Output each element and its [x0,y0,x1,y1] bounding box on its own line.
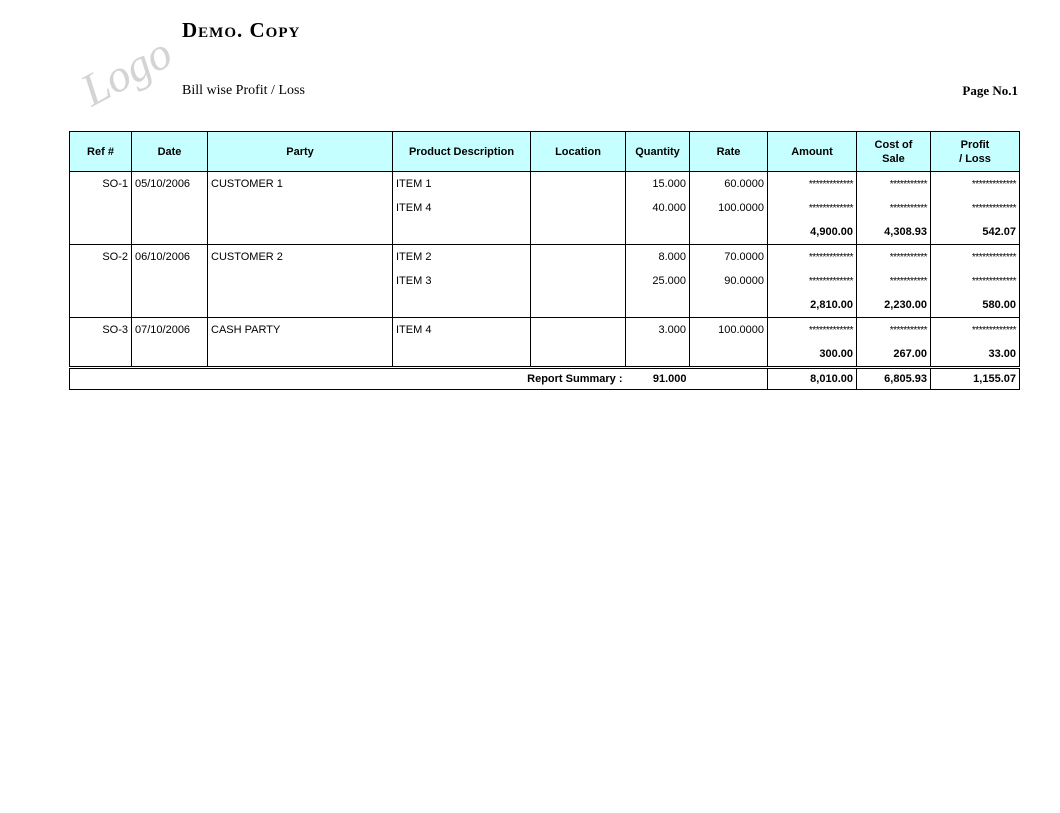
summary-rate-blank [690,369,768,390]
amount-cell: ************* [768,245,857,270]
table-row [70,172,1020,197]
profit-cell: ************* [931,172,1020,197]
rate-cell [690,220,768,245]
product-cell: ITEM 4 [393,318,531,343]
company-name: Demo. Copy [182,18,301,42]
table-row [70,318,1020,343]
profit-cell: ************* [931,245,1020,270]
column-header-party: Party [208,132,393,172]
date-cell: 05/10/2006 [132,172,208,197]
summary-cost: 6,805.93 [857,369,931,390]
quantity-cell: 8.000 [626,245,690,270]
product-cell: ITEM 4 [393,196,531,220]
column-header-date: Date [132,132,208,172]
party-cell: CASH PARTY [208,318,393,343]
amount-total-cell: 4,900.00 [768,220,857,245]
logo-watermark-text: Logo [72,26,180,116]
summary-amount: 8,010.00 [768,369,857,390]
cost-total-cell: 2,230.00 [857,293,931,318]
rate-cell: 90.0000 [690,269,768,293]
location-cell [531,269,626,293]
cost-cell: *********** [857,172,931,197]
bill-total-row [70,342,1020,367]
cost-total-cell: 267.00 [857,342,931,367]
date-cell [132,196,208,220]
profit-header-line2: / Loss [959,152,991,165]
cost-total-cell: 4,308.93 [857,220,931,245]
party-cell [208,269,393,293]
quantity-cell: 40.000 [626,196,690,220]
column-header-cost-of-sale [857,132,931,172]
profit-loss-table [69,131,1020,367]
party-cell [208,220,393,245]
location-cell [531,245,626,270]
quantity-cell [626,293,690,318]
product-cell: ITEM 1 [393,172,531,197]
date-cell [132,269,208,293]
quantity-cell [626,220,690,245]
rate-cell [690,342,768,367]
date-cell: 07/10/2006 [132,318,208,343]
table-row [70,245,1020,270]
location-cell [531,342,626,367]
ref-cell [70,342,132,367]
rate-cell: 70.0000 [690,245,768,270]
location-cell [531,196,626,220]
product-cell [393,342,531,367]
date-cell: 06/10/2006 [132,245,208,270]
cost-cell: *********** [857,318,931,343]
summary-profit: 1,155.07 [931,369,1020,390]
amount-cell: ************* [768,196,857,220]
report-summary-row [69,368,1020,390]
party-cell [208,196,393,220]
cost-cell: *********** [857,269,931,293]
cost-cell: *********** [857,196,931,220]
column-header-profit-loss [931,132,1020,172]
amount-cell: ************* [768,172,857,197]
rate-cell: 100.0000 [690,196,768,220]
ref-cell: SO-3 [70,318,132,343]
profit-cell: ************* [931,269,1020,293]
product-cell [393,293,531,318]
amount-cell: ************* [768,269,857,293]
report-title: Bill wise Profit / Loss [182,83,305,98]
product-cell: ITEM 2 [393,245,531,270]
ref-cell [70,269,132,293]
location-cell [531,293,626,318]
table-row [70,196,1020,220]
quantity-cell: 25.000 [626,269,690,293]
location-cell [531,220,626,245]
ref-cell: SO-2 [70,245,132,270]
quantity-cell [626,342,690,367]
rate-cell [690,293,768,318]
product-cell: ITEM 3 [393,269,531,293]
amount-cell: ************* [768,318,857,343]
amount-total-cell: 300.00 [768,342,857,367]
bill-total-row [70,293,1020,318]
page-number: Page No.1 [962,83,1018,98]
cost-header-line2: Sale [882,152,905,165]
column-header-quantity: Quantity [626,132,690,172]
cost-header-line1: Cost of [874,138,913,151]
location-cell [531,172,626,197]
rate-cell: 60.0000 [690,172,768,197]
cost-cell: *********** [857,245,931,270]
profit-total-cell: 33.00 [931,342,1020,367]
product-cell [393,220,531,245]
rate-cell: 100.0000 [690,318,768,343]
profit-total-cell: 580.00 [931,293,1020,318]
party-cell: CUSTOMER 2 [208,245,393,270]
summary-row [70,369,1020,390]
column-header-rate: Rate [690,132,768,172]
table-row [70,269,1020,293]
company-logo [70,22,180,116]
ref-cell: SO-1 [70,172,132,197]
profit-cell: ************* [931,318,1020,343]
profit-header-line1: Profit [960,138,990,151]
date-cell [132,220,208,245]
ref-cell [70,293,132,318]
date-cell [132,293,208,318]
column-header-product: Product Description [393,132,531,172]
party-cell [208,293,393,318]
summary-quantity: 91.000 [626,369,690,390]
column-header-ref: Ref # [70,132,132,172]
quantity-cell: 3.000 [626,318,690,343]
party-cell [208,342,393,367]
location-cell [531,318,626,343]
ref-cell [70,196,132,220]
ref-cell [70,220,132,245]
party-cell: CUSTOMER 1 [208,172,393,197]
profit-cell: ************* [931,196,1020,220]
column-header-amount: Amount [768,132,857,172]
profit-total-cell: 542.07 [931,220,1020,245]
bill-total-row [70,220,1020,245]
date-cell [132,342,208,367]
table-header-row [70,132,1020,172]
column-header-location: Location [531,132,626,172]
amount-total-cell: 2,810.00 [768,293,857,318]
summary-label: Report Summary : [70,369,626,390]
quantity-cell: 15.000 [626,172,690,197]
